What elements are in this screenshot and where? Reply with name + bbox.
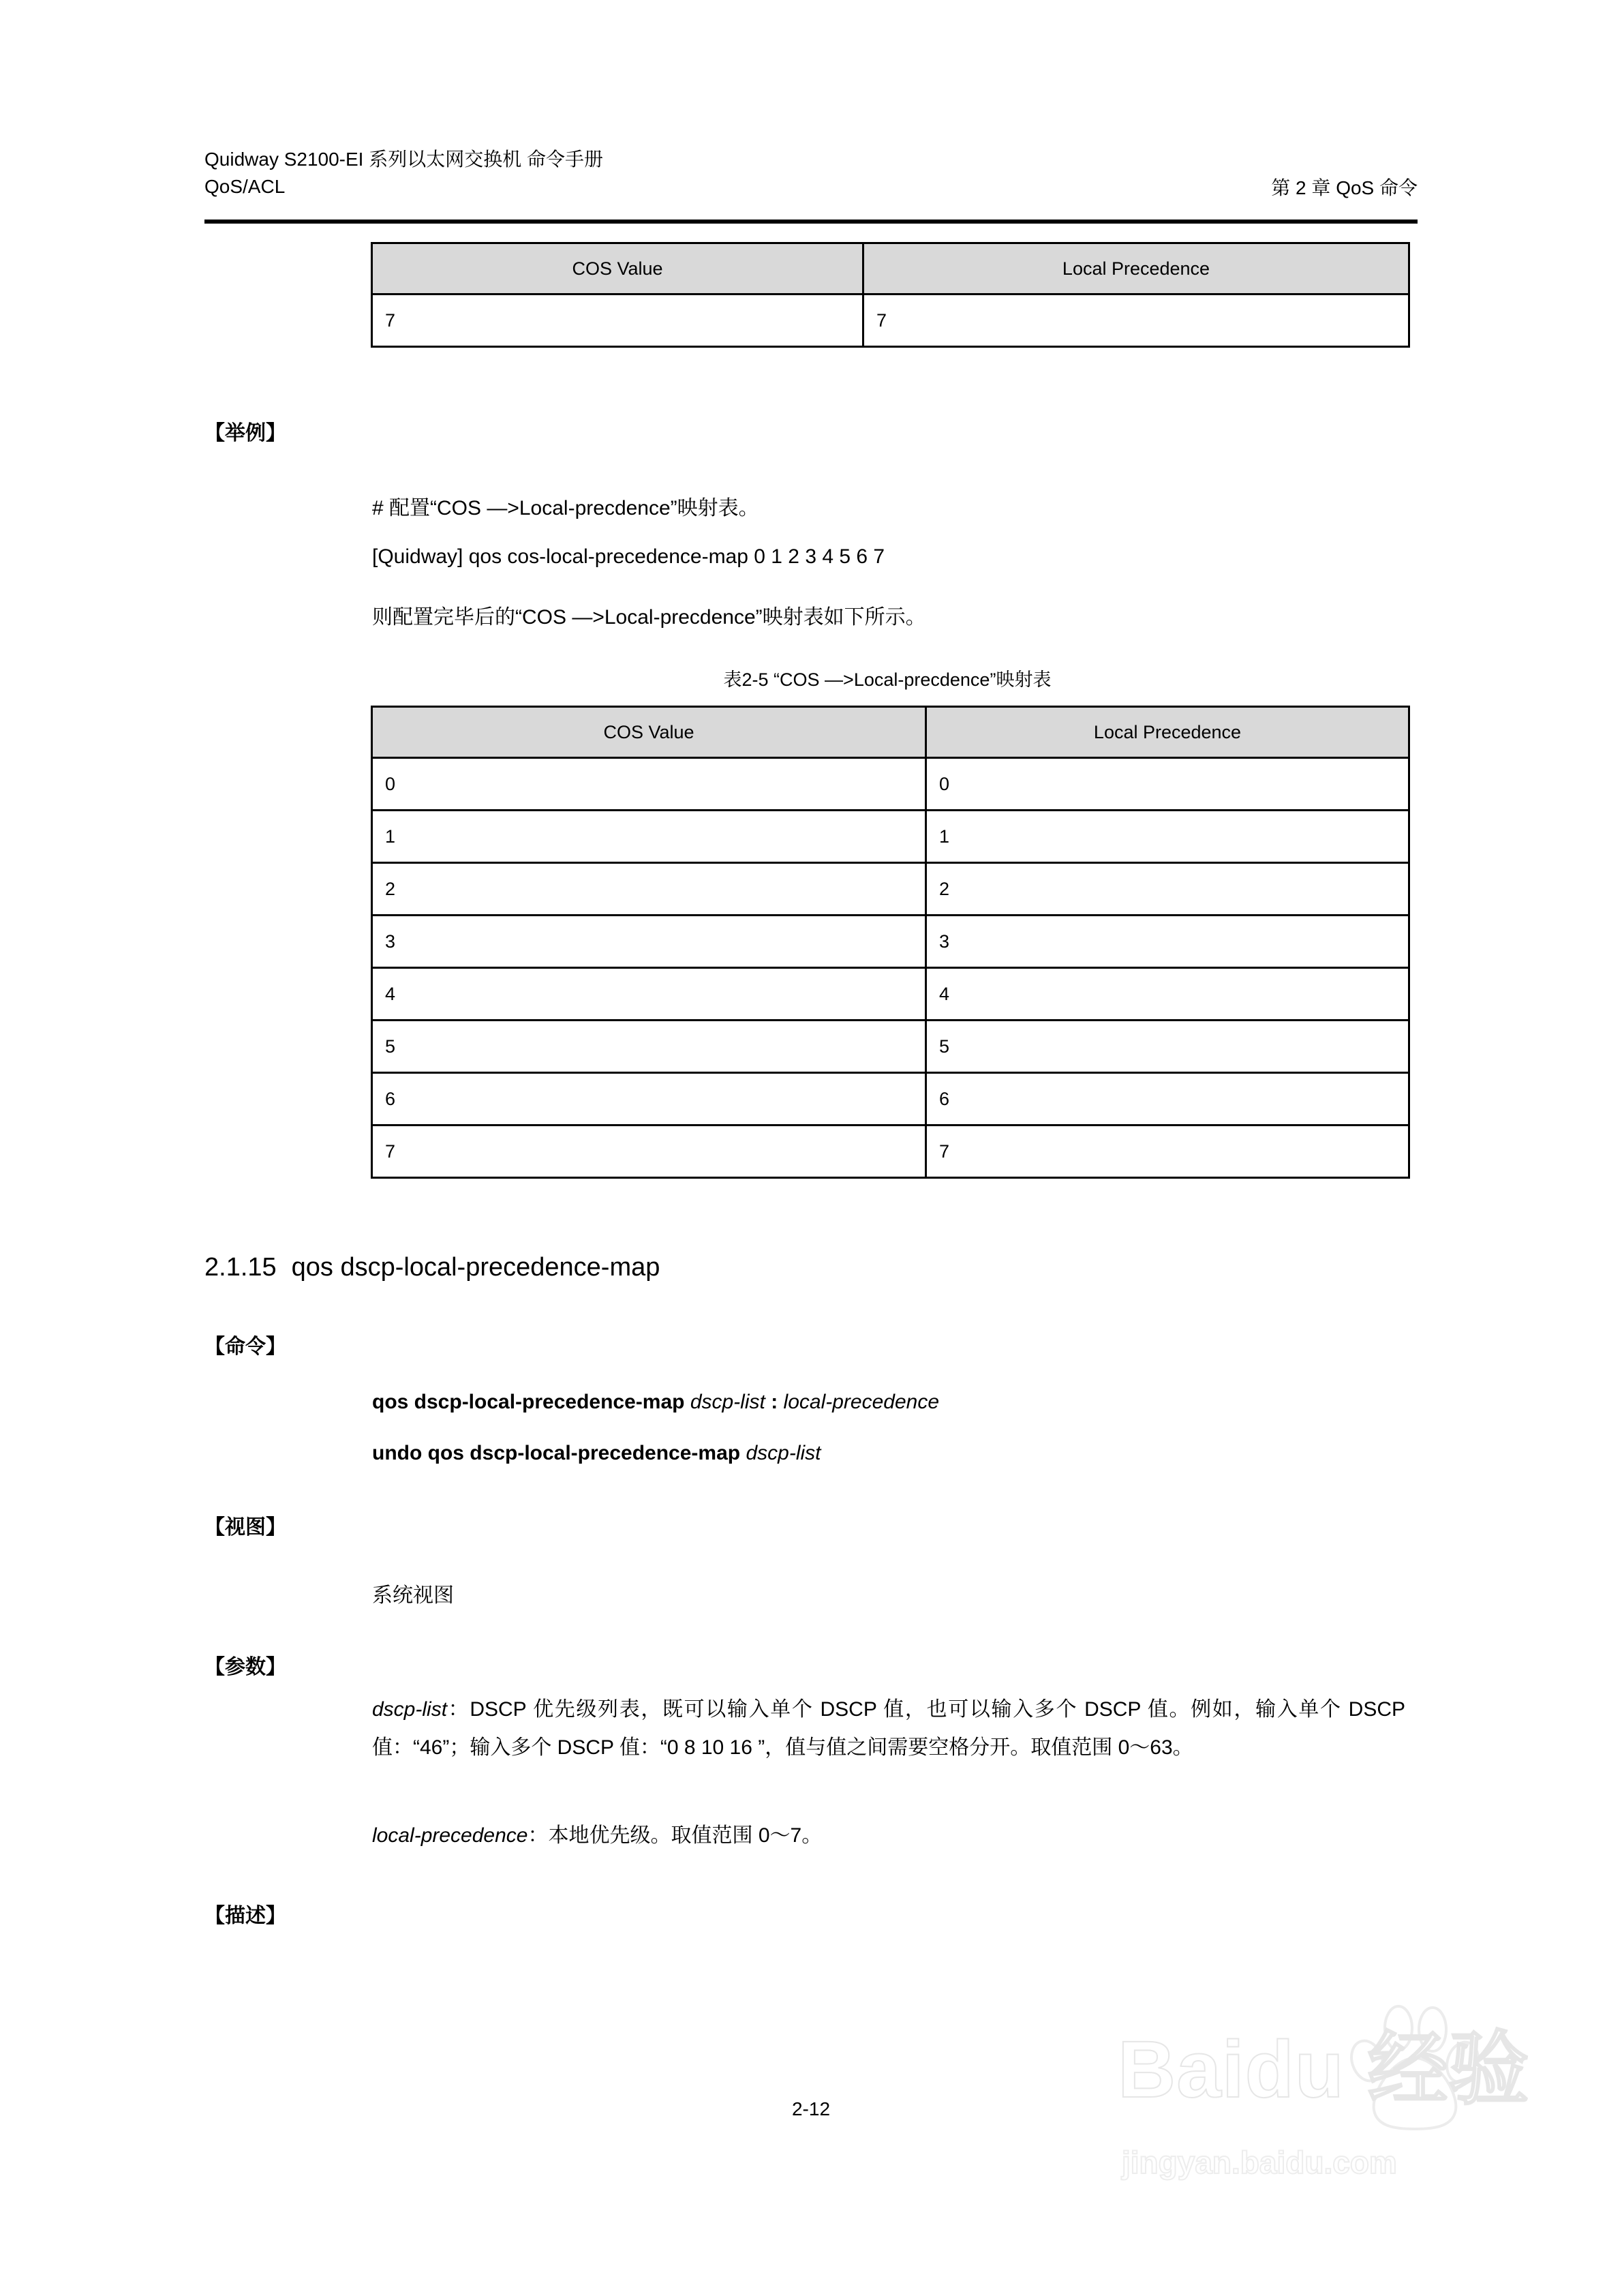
example-result-line: 则配置完毕后的“COS —>Local-precdence”映射表如下所示。	[372, 606, 926, 629]
parameter-desc-dscp-list: ：DSCP 优先级列表，既可以输入单个 DSCP 值，也可以输入多个 DSCP 值。例如，输入单个 DSCP 值：“46”；输入多个 DSCP 值：“0 8 10 16 ”，值与值之间需要空格分开。取值范围 0～63。	[372, 1698, 1405, 1759]
parameter-name-dscp-list: dscp-list	[372, 1698, 448, 1721]
table-row	[372, 758, 1409, 811]
table-row	[372, 811, 1409, 863]
column-header-cos-value: COS Value	[372, 707, 926, 758]
table-row	[372, 294, 1409, 347]
header-divider-rule	[204, 220, 1418, 224]
syntax-keyword-undo: undo qos dscp-local-precedence-map	[372, 1442, 741, 1464]
view-text: 系统视图	[372, 1584, 454, 1607]
section-heading	[204, 1253, 660, 1282]
example-command-line: [Quidway] qos cos-local-precedence-map 0 1 2 3 4 5 6 7	[372, 545, 885, 568]
cell-local-precedence: 5	[926, 1021, 1409, 1073]
command-tag: 【命令】	[204, 1335, 286, 1358]
parameter-desc-local-precedence: ：本地优先级。取值范围 0～7。	[527, 1824, 823, 1847]
cell-local-precedence: 0	[926, 758, 1409, 811]
parameter-local-precedence-description	[372, 1817, 1405, 1855]
parameter-tag: 【参数】	[204, 1656, 286, 1678]
command-syntax-line-2	[372, 1442, 821, 1465]
table-row	[372, 863, 1409, 916]
page-number: 2-12	[791, 2098, 831, 2119]
parameter-name-local-precedence: local-precedence	[372, 1824, 528, 1847]
view-tag: 【视图】	[204, 1516, 286, 1539]
parameter-dscp-list-description	[372, 1691, 1405, 1767]
cell-cos-value: 2	[372, 863, 926, 916]
example-tag: 【举例】	[204, 422, 286, 444]
command-syntax-line-1	[372, 1391, 939, 1414]
table-row	[372, 916, 1409, 968]
cell-cos-value: 1	[372, 811, 926, 863]
cell-local-precedence: 4	[926, 968, 1409, 1021]
watermark-brand-text: Baidu 经验	[1118, 2025, 1530, 2115]
header-manual-subtitle: QoS/ACL	[204, 175, 286, 197]
cell-cos-value: 5	[372, 1021, 926, 1073]
syntax-param-local-precedence: local-precedence	[783, 1391, 940, 1413]
table-header-row	[372, 243, 1409, 294]
main-table-caption: 表2-5 “COS —>Local-precdence”映射表	[723, 669, 1052, 690]
cell-cos-value: 4	[372, 968, 926, 1021]
cell-cos-value: 3	[372, 916, 926, 968]
example-comment-line: # 配置“COS —>Local-precdence”映射表。	[372, 497, 759, 519]
cell-cos-value: 7	[372, 294, 863, 347]
column-header-local-precedence: Local Precedence	[863, 243, 1409, 294]
table-row	[372, 1021, 1409, 1073]
section-title: qos dscp-local-precedence-map	[291, 1253, 660, 1282]
cell-local-precedence: 1	[926, 811, 1409, 863]
cell-cos-value: 6	[372, 1073, 926, 1126]
column-header-local-precedence: Local Precedence	[926, 707, 1409, 758]
page-header	[204, 146, 1418, 221]
cell-local-precedence: 3	[926, 916, 1409, 968]
section-number: 2.1.15	[204, 1253, 277, 1282]
syntax-param-dscp-list: dscp-list	[746, 1442, 821, 1464]
cell-local-precedence: 2	[926, 863, 1409, 916]
table-header-row	[372, 707, 1409, 758]
table-row	[372, 968, 1409, 1021]
watermark-url-text: jingyan.baidu.com	[1122, 2145, 1397, 2180]
syntax-colon: :	[771, 1391, 778, 1413]
table-row	[372, 1073, 1409, 1126]
cell-local-precedence: 7	[926, 1126, 1409, 1178]
syntax-keyword: qos dscp-local-precedence-map	[372, 1391, 685, 1413]
header-chapter-label: 第 2 章 QoS 命令	[1271, 177, 1418, 198]
syntax-param-dscp-list: dscp-list	[690, 1391, 765, 1413]
table-row	[372, 1126, 1409, 1178]
description-tag: 【描述】	[204, 1905, 286, 1927]
cell-cos-value: 7	[372, 1126, 926, 1178]
continued-cos-mapping-table	[371, 242, 1410, 348]
cell-local-precedence: 6	[926, 1073, 1409, 1126]
baidu-jingyan-watermark	[1118, 2025, 1595, 2233]
cos-local-precedence-mapping-table	[371, 706, 1410, 1179]
cell-cos-value: 0	[372, 758, 926, 811]
header-manual-title: Quidway S2100-EI 系列以太网交换机 命令手册	[204, 149, 604, 170]
column-header-cos-value: COS Value	[372, 243, 863, 294]
cell-local-precedence: 7	[863, 294, 1409, 347]
header-left-block	[204, 146, 603, 200]
